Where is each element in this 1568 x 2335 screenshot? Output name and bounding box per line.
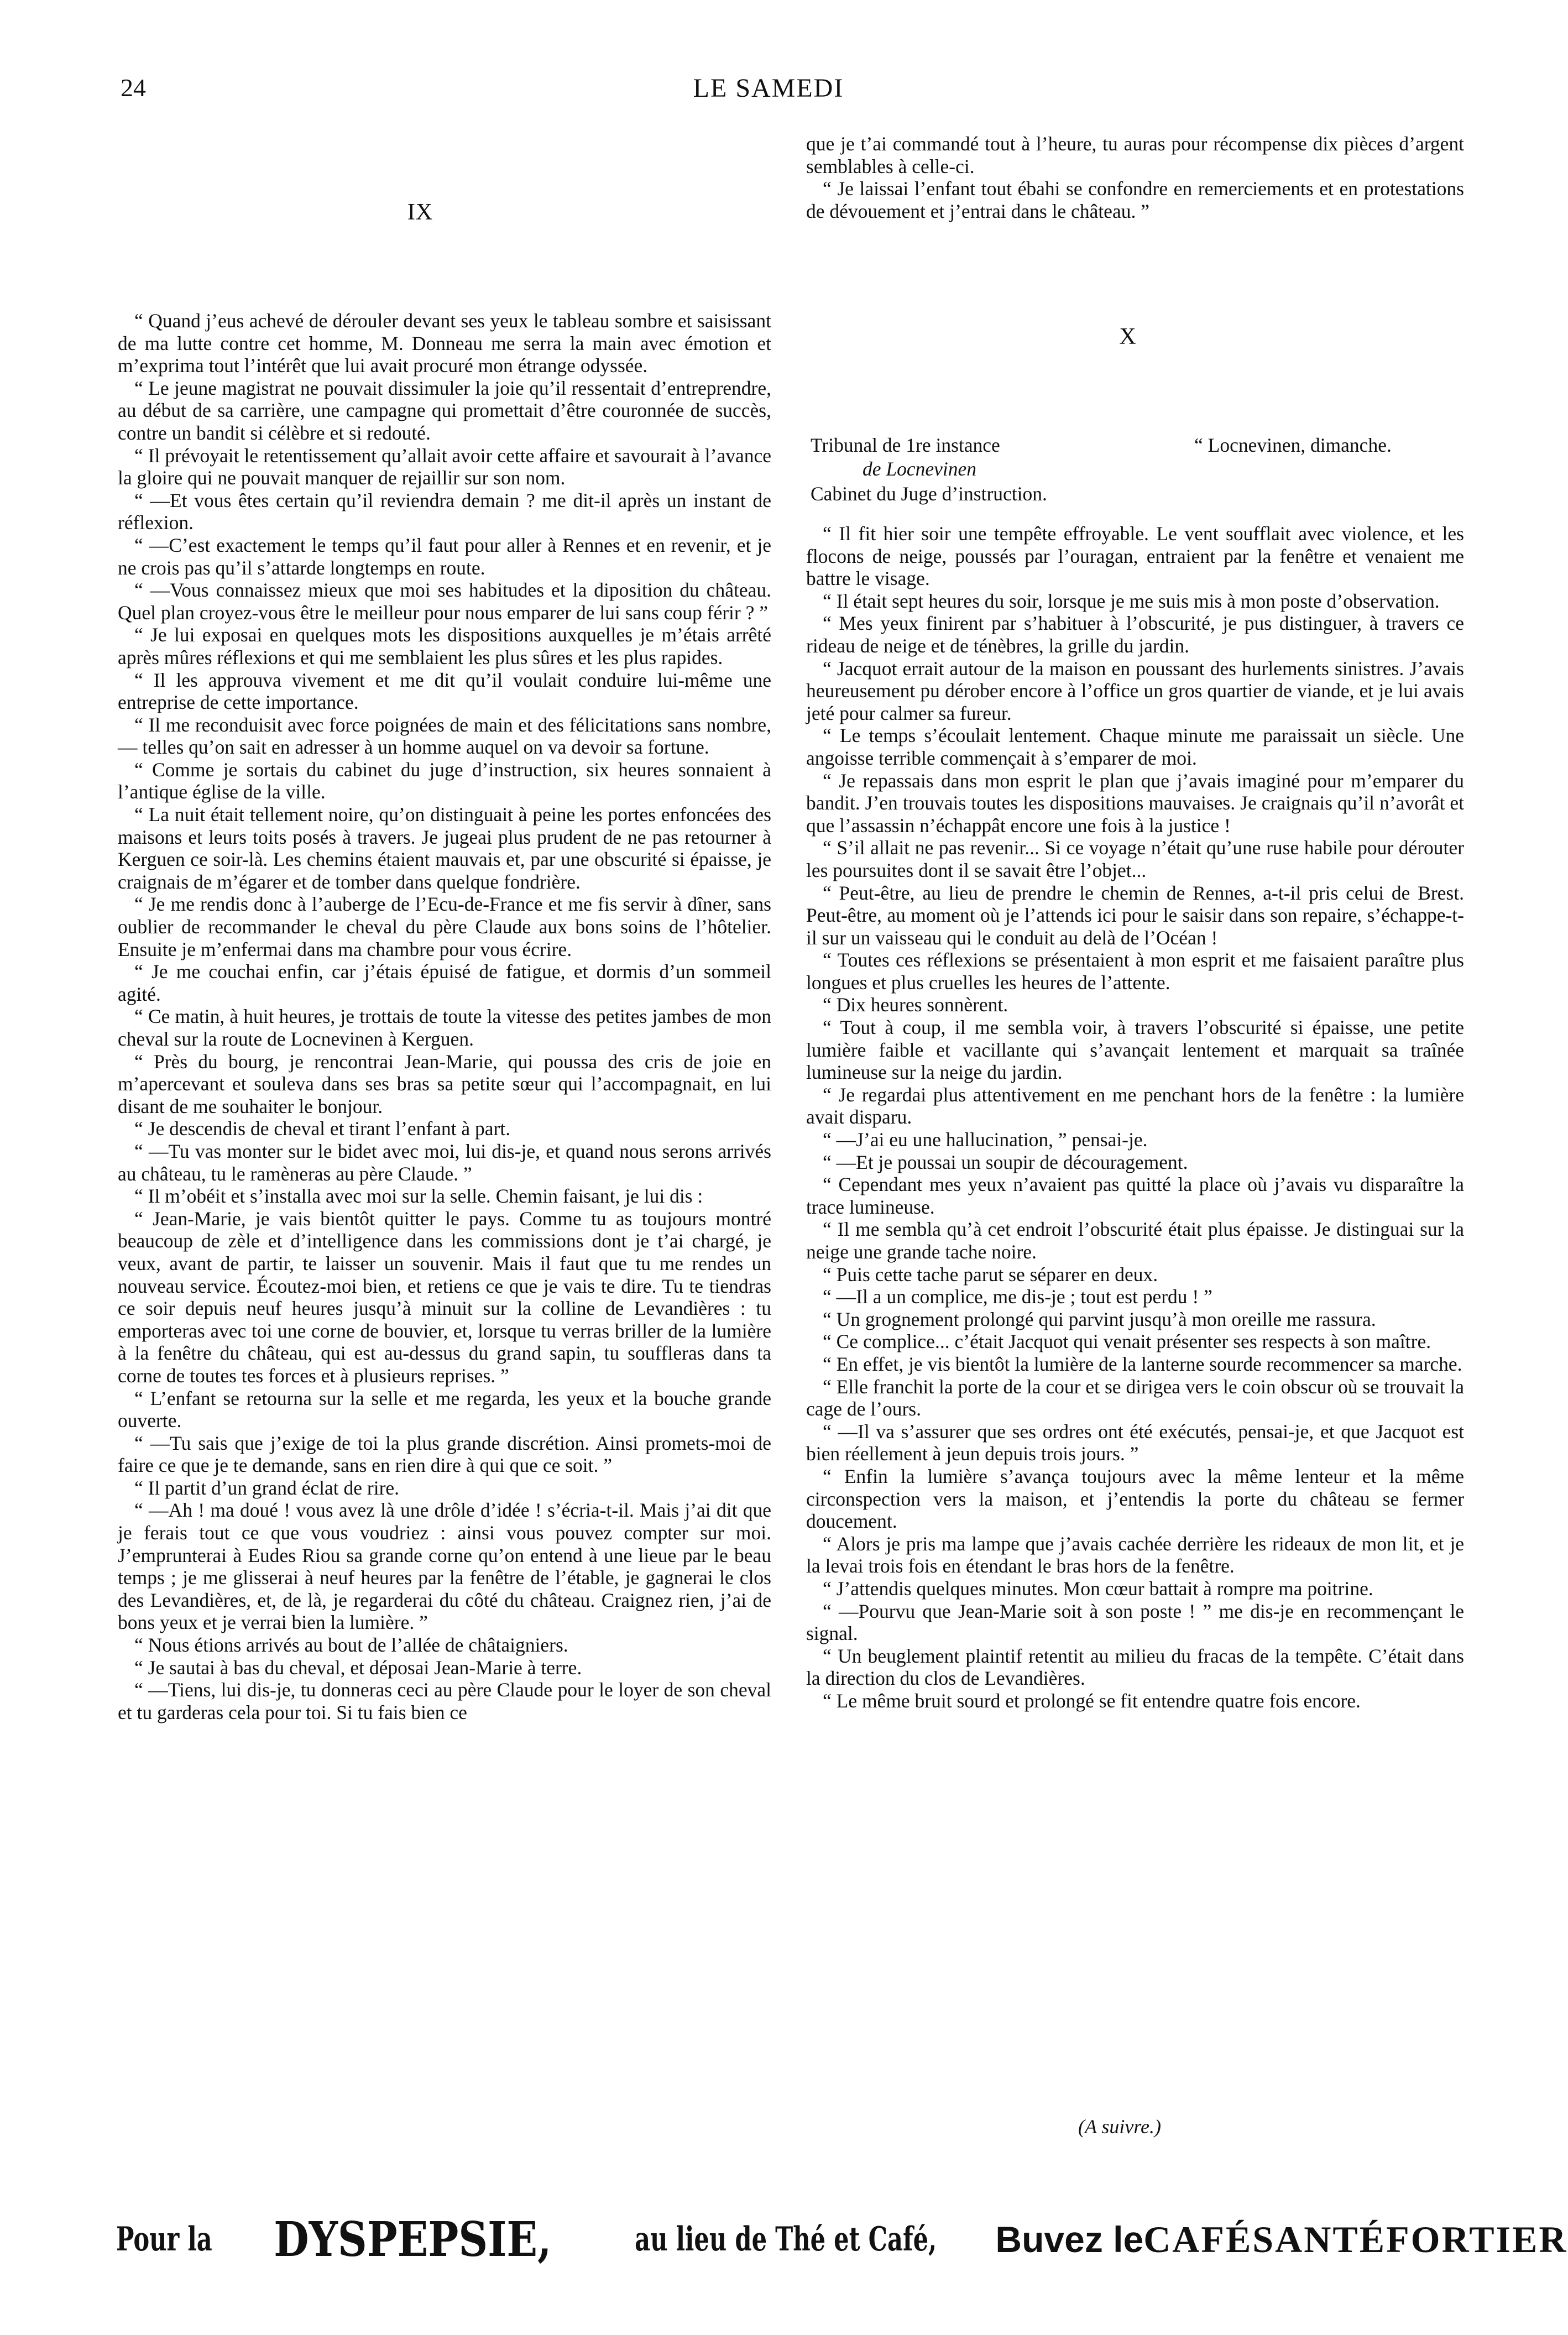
right-column-paragraph: “ Un grognement prolongé qui parvint jusqu’à mon oreille me rassura. bbox=[823, 1308, 1376, 1330]
advertisement-banner bbox=[116, 2209, 1568, 2270]
right-column-top-paragraph: que je t’ai commandé tout à l’heure, tu auras pour récompense dix pièces d’argent semblables à celle-ci. bbox=[806, 133, 1464, 177]
right-column-paragraph: “ Enfin la lumière s’avança toujours avec la même lenteur et la même circonspection vers la maison, et j’entendis la porte du château se fermer doucement. bbox=[806, 1465, 1464, 1533]
left-column-paragraph: “ Il les approuva vivement et me dit qu’il voulait conduire lui-même une entreprise de cette importance. bbox=[118, 668, 771, 714]
left-column-paragraph: “ —Ah ! ma doué ! vous avez là une drôle d’idée ! s’écria-t-il. Mais j’ai dit que je ferais tout ce que vous voudriez : ainsi vous pouvez compter sur moi. J’emprunterai à Eudes Riou sa grande corne qu’on entend à une lieue par le beau temps ; je me glisserai à neuf heures par la fenêtre de l’étable, je gagnerai le clos des Levandières, et, de là, je regarderai du côté du château. Craignez rien, j’ai de bons yeux et je verrai bien la lumière. ” bbox=[118, 1499, 771, 1634]
left-column-paragraph: “ —Vous connaissez mieux que moi ses habitudes et la diposition du château. Quel plan croyez-vous être le meilleur pour nous emparer de lui sans coup férir ? ” bbox=[118, 579, 771, 624]
right-column-paragraph: “ Puis cette tache parut se séparer en deux. bbox=[823, 1263, 1158, 1286]
left-column-paragraph: “ Il prévoyait le retentissement qu’allait avoir cette affaire et savourait à l’avance la gloire qui ne pouvait manquer de rejaillir sur son nom. bbox=[118, 444, 771, 489]
right-column-body bbox=[806, 523, 1464, 1712]
left-column-paragraph: “ Je me rendis donc à l’auberge de l’Ecu-de-France et me fis servir à dîner, sans oublier de recommander le cheval du père Claude aux bons soins de l’hôtelier. Ensuite je m’enfermai dans ma chambre pour vous écrire. bbox=[118, 893, 771, 960]
left-column-paragraph: “ Il partit d’un grand éclat de rire. bbox=[134, 1476, 400, 1499]
right-column-paragraph: “ —Il a un complice, me dis-je ; tout est perdu ! ” bbox=[823, 1286, 1212, 1308]
right-column-paragraph: “ S’il allait ne pas revenir... Si ce voyage n’était qu’une ruse habile pour dérouter les poursuites dont il se savait être l’objet... bbox=[806, 837, 1464, 881]
left-column-paragraph: “ Ce matin, à huit heures, je trottais de toute la vitesse des petites jambes de mon cheval sur la route de Locnevinen à Kerguen. bbox=[118, 1005, 771, 1050]
right-column-paragraph: “ Toutes ces réflexions se présentaient à mon esprit et me faisaient paraître plus longues et plus cruelles les heures de l’attente. bbox=[806, 949, 1464, 994]
left-column-paragraph: “ —Tiens, lui dis-je, tu donneras ceci au père Claude pour le loyer de son cheval et tu garderas cela pour toi. Si tu fais bien ce bbox=[118, 1679, 771, 1723]
right-column-paragraph: “ —J’ai eu une hallucination, ” pensai-je. bbox=[823, 1129, 1148, 1151]
dateline-tribunal: Tribunal de 1re instance bbox=[811, 434, 1000, 456]
left-column-body bbox=[118, 310, 771, 1723]
right-column-paragraph: “ Le temps s’écoulait lentement. Chaque minute me paraissait un siècle. Une angoisse terrible commençait à s’emparer de moi. bbox=[806, 724, 1464, 769]
right-column-paragraph: “ Il était sept heures du soir, lorsque je me suis mis à mon poste d’observation. bbox=[823, 589, 1440, 612]
left-column-paragraph: “ La nuit était tellement noire, qu’on distinguait à peine les portes enfoncées des maisons et leurs toits posés à travers. Je jugeai plus prudent de ne pas retourner à Kerguen ce soir-là. Les chemins étaient mauvais et, par une obscurité si épaisse, je craignais de m’égarer et de tomber dans quelque fondrière. bbox=[118, 803, 771, 893]
page-number: 24 bbox=[121, 74, 146, 102]
left-column-paragraph: “ L’enfant se retourna sur la selle et me regarda, les yeux et la bouche grande ouverte. bbox=[118, 1387, 771, 1432]
running-title: LE SAMEDI bbox=[693, 74, 844, 103]
left-column-paragraph: “ Il me reconduisit avec force poignées de main et des félicitations sans nombre, — telles qu’on sait en adresser à un homme auquel on va devoir sa fortune. bbox=[118, 713, 771, 759]
right-column-top-text bbox=[806, 133, 1464, 222]
left-column-paragraph: “ Nous étions arrivés au bout de l’allée de châtaigniers. bbox=[134, 1634, 568, 1657]
left-column-paragraph: “ Le jeune magistrat ne pouvait dissimuler la joie qu’il ressentait d’entreprendre, au début de sa carrière, une campagne qui promettait d’être couronnée de succès, contre un bandit si célèbre et si redouté. bbox=[118, 377, 771, 444]
left-column-paragraph: “ Je me couchai enfin, car j’étais épuisé de fatigue, et dormis d’un sommeil agité. bbox=[118, 960, 771, 1005]
dateline-locnevinen: de Locnevinen bbox=[863, 458, 977, 480]
right-column-paragraph: “ Cependant mes yeux n’avaient pas quitté la place où j’avais vu disparaître la trace lumineuse. bbox=[806, 1173, 1464, 1218]
left-column-paragraph: “ Jean-Marie, je vais bientôt quitter le pays. Comme tu as toujours montré beaucoup de zèle et d’intelligence dans les commissions dont je t’ai chargé, je veux, avant de partir, te laisser un souvenir. Mais il faut que tu me rendes un nouveau service. Écoutez-moi bien, et retiens ce que je vais te dire. Tu te tiendras ce soir depuis neuf heures jusqu’à minuit sur la colline de Levandières : tu emporteras avec toi une corne de bouvier, et, lorsque tu verras briller de la lumière à la fenêtre du château, qui est au-dessus du grand sapin, tu souffleras dans ta corne de toutes tes forces et à plusieurs reprises. ” bbox=[118, 1207, 771, 1387]
left-column-paragraph: “ Je lui exposai en quelques mots les dispositions auxquelles je m’étais arrêté après mûres réflexions et qui me semblaient les plus sûres et les plus rapides. bbox=[118, 624, 771, 668]
left-column-paragraph: “ Je descendis de cheval et tirant l’enfant à part. bbox=[134, 1117, 511, 1140]
ad-dyspepsie: DYSPEPSIE, bbox=[274, 2211, 552, 2268]
ad-au-lieu: au lieu de Thé et Café, bbox=[635, 2220, 937, 2259]
left-column-paragraph: “ Près du bourg, je rencontrai Jean-Marie, qui poussa des cris de joie en m’apercevant et souleva dans ses bras sa petite sœur qui l’accompagnait, en lui disant de me souhaiter le bonjour. bbox=[118, 1050, 771, 1117]
right-column-paragraph: “ J’attendis quelques minutes. Mon cœur battait à rompre ma poitrine. bbox=[823, 1577, 1373, 1600]
right-column-paragraph: “ Je repassais dans mon esprit le plan que j’avais imaginé pour m’emparer du bandit. J’en trouvais toutes les dispositions mauvaises. Je craignais qu’il n’avorât et que l’assassin n’échappât encore une fois à la justice ! bbox=[806, 769, 1464, 837]
right-column-paragraph: “ —Il va s’assurer que ses ordres ont été exécutés, pensai-je, et que Jacquot est bien réellement à jeun depuis trois jours. ” bbox=[806, 1420, 1464, 1465]
right-column-paragraph: “ —Et je poussai un soupir de découragement. bbox=[823, 1151, 1188, 1173]
left-column-paragraph: “ Comme je sortais du cabinet du juge d’instruction, six heures sonnaient à l’antique église de la ville. bbox=[118, 758, 771, 803]
right-column-paragraph: “ Mes yeux finirent par s’habituer à l’obscurité, je pus distinguer, à travers ce rideau de neige et de ténèbres, la grille du jardin. bbox=[806, 612, 1464, 657]
right-column-paragraph: “ Il fit hier soir une tempête effroyable. Le vent soufflait avec violence, et les flocons de neige, poussés par l’ouragan, entraient par la fenêtre et venaient me battre le visage. bbox=[806, 523, 1464, 590]
right-column-paragraph: “ Peut-être, au lieu de prendre le chemin de Rennes, a-t-il pris celui de Brest. Peut-être, au moment où je l’attends ici pour le saisir dans son repaire, s’échappe-t-il sur un vaisseau qui le conduit au delà de l’Océan ! bbox=[806, 881, 1464, 949]
right-column-paragraph: “ Dix heures sonnèrent. bbox=[823, 994, 1008, 1016]
dateline-place-date: “ Locnevinen, dimanche. bbox=[1194, 434, 1392, 456]
right-column-paragraph: “ Tout à coup, il me sembla voir, à travers l’obscurité si épaisse, une petite lumière faible et vacillante qui s’avançait lentement et marquait sa traînée lumineuse sur la neige du jardin. bbox=[806, 1016, 1464, 1084]
left-column-paragraph: “ Quand j’eus achevé de dérouler devant ses yeux le tableau sombre et saisissant de ma lutte contre cet homme, M. Donneau me serra la main avec émotion et m’exprima tout l’intérêt que lui avait procuré mon étrange odyssée. bbox=[118, 310, 771, 377]
right-column-top-paragraph: “ Je laissai l’enfant tout ébahi se confondre en remerciements et en protestations de dévouement et j’entrai dans le château. ” bbox=[806, 177, 1464, 222]
section-heading-x: X bbox=[1119, 324, 1137, 349]
right-column-paragraph: “ Elle franchit la porte de la cour et se dirigea vers le coin obscur où se trouvait la cage de l’ours. bbox=[806, 1375, 1464, 1420]
ad-cafesante: CAFÉSANTÉ bbox=[1143, 2218, 1387, 2260]
section-heading-ix: IX bbox=[407, 200, 433, 225]
right-column-paragraph: “ En effet, je vis bientôt la lumière de la lanterne sourde recommencer sa marche. bbox=[823, 1352, 1462, 1375]
ad-fortier: FORTIER bbox=[1386, 2218, 1568, 2260]
right-column-paragraph: “ Un beuglement plaintif retentit au milieu du fracas de la tempête. C’était dans la direction du clos de Levandières. bbox=[806, 1644, 1464, 1690]
left-column-paragraph: “ —Et vous êtes certain qu’il reviendra demain ? me dit-il après un instant de réflexion. bbox=[118, 489, 771, 534]
to-be-continued: (A suivre.) bbox=[1078, 2115, 1161, 2138]
left-column-paragraph: “ —Tu sais que j’exige de toi la plus grande discrétion. Ainsi promets-moi de faire ce que je te demande, sans en rien dire à qui que ce soit. ” bbox=[118, 1432, 771, 1477]
right-column-paragraph: “ Alors je pris ma lampe que j’avais cachée derrière les rideaux de mon lit, et je la levai trois fois en étendant le bras hors de la fenêtre. bbox=[806, 1532, 1464, 1577]
right-column-paragraph: “ —Pourvu que Jean-Marie soit à son poste ! ” me dis-je en recommençant le signal. bbox=[806, 1600, 1464, 1645]
right-column-paragraph: “ Je regardai plus attentivement en me penchant hors de la fenêtre : la lumière avait disparu. bbox=[806, 1083, 1464, 1129]
left-column-paragraph: “ Il m’obéit et s’installa avec moi sur la selle. Chemin faisant, je lui dis : bbox=[134, 1185, 703, 1208]
right-column-paragraph: “ Il me sembla qu’à cet endroit l’obscurité était plus épaisse. Je distinguai sur la neige une grande tache noire. bbox=[806, 1218, 1464, 1263]
left-column-paragraph: “ —Tu vas monter sur le bidet avec moi, lui dis-je, et quand nous serons arrivés au château, tu le ramèneras au père Claude. ” bbox=[118, 1140, 771, 1185]
dateline-cabinet: Cabinet du Juge d’instruction. bbox=[811, 483, 1047, 505]
right-column-paragraph: “ Ce complice... c’était Jacquot qui venait présenter ses respects à son maître. bbox=[823, 1330, 1431, 1353]
ad-buvez-le: Buvez le bbox=[995, 2219, 1144, 2260]
ad-pour-la: Pour la bbox=[116, 2220, 212, 2259]
left-column-paragraph: “ Je sautai à bas du cheval, et déposai Jean-Marie à terre. bbox=[134, 1656, 582, 1679]
left-column-paragraph: “ —C’est exactement le temps qu’il faut pour aller à Rennes et en revenir, et je ne crois pas qu’il s’attarde longtemps en route. bbox=[118, 534, 771, 579]
right-column-paragraph: “ Le même bruit sourd et prolongé se fit entendre quatre fois encore. bbox=[823, 1689, 1361, 1712]
right-column-paragraph: “ Jacquot errait autour de la maison en poussant des hurlements sinistres. J’avais heureusement pu dérober encore à l’office un gros quartier de viande, et je lui avais jeté pour calmer sa fureur. bbox=[806, 657, 1464, 724]
